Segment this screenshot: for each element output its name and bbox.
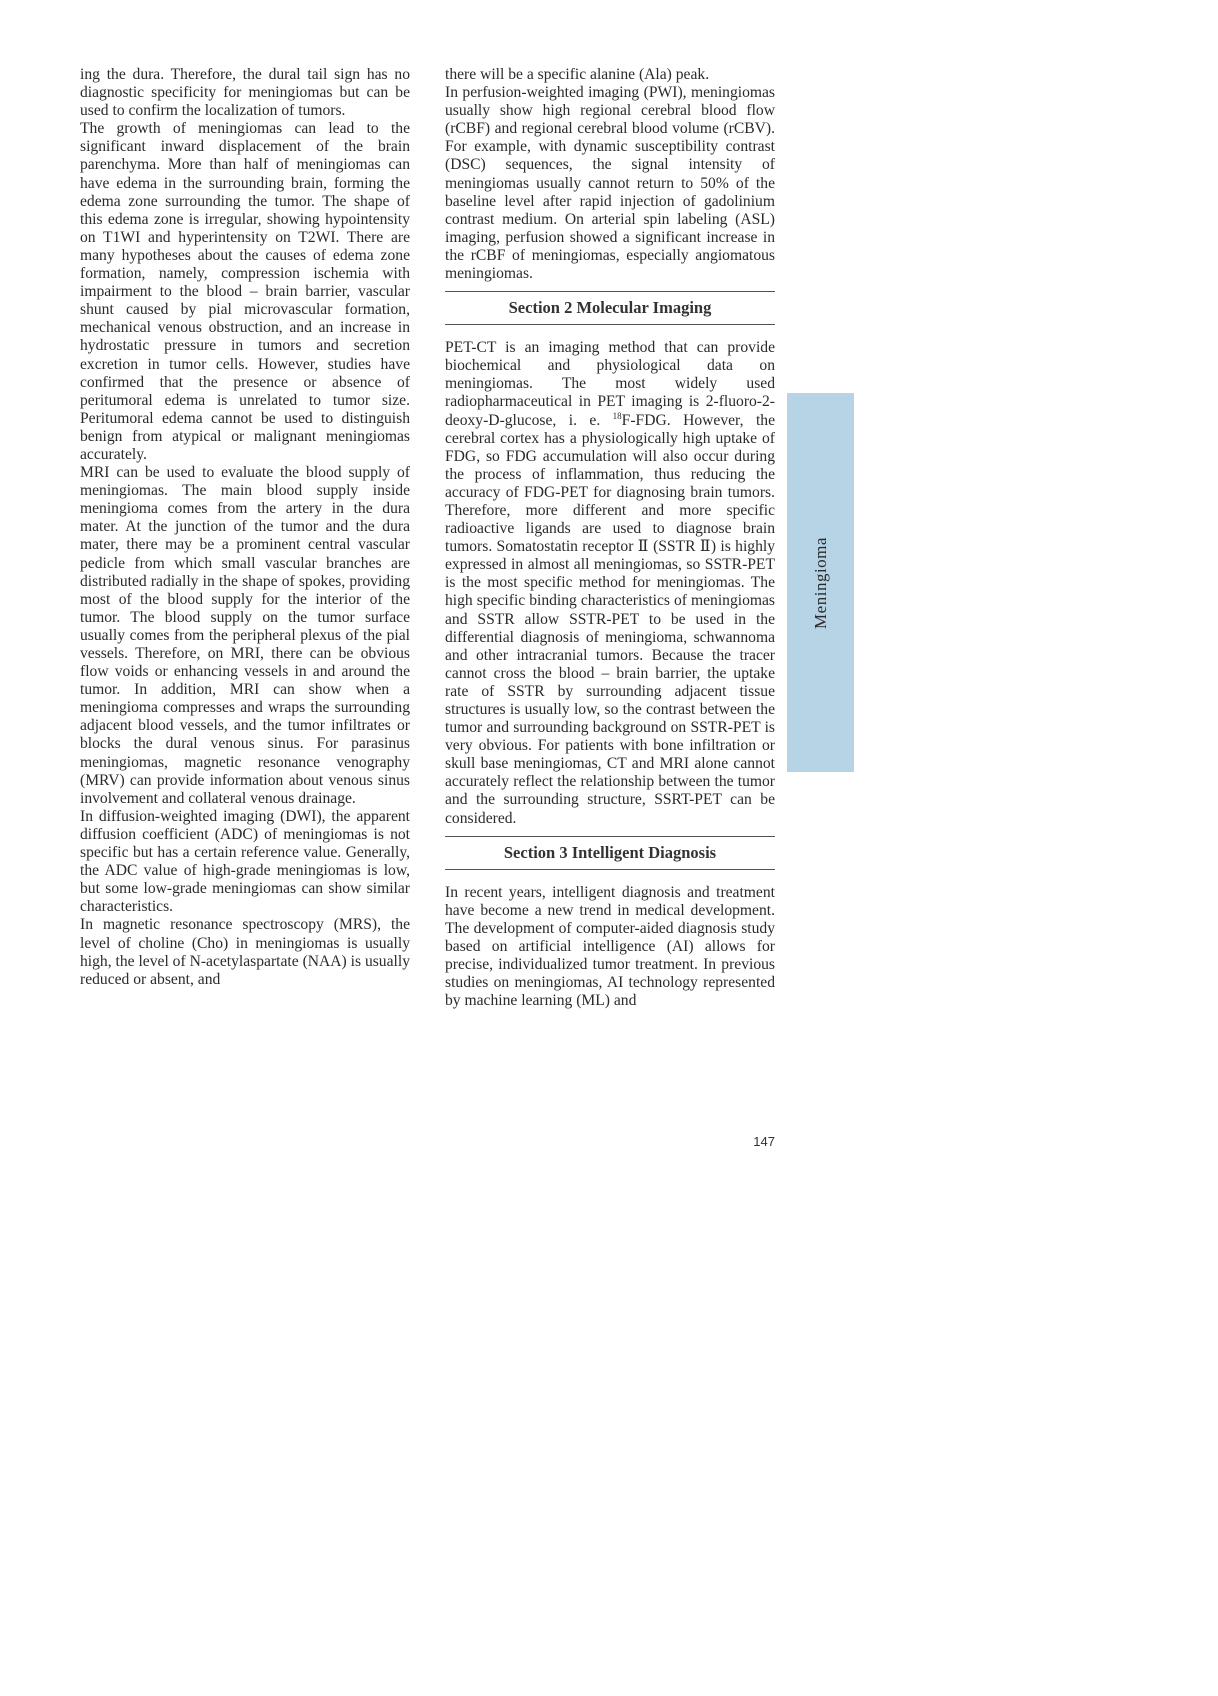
text-segment: PET-CT is an imaging method that can provide biochemical and physiological data on meningiomas. The most widely used radiopharmaceutical in PET imaging is 2-fluoro-2-deoxy-D-glucose, i. e. bbox=[445, 339, 775, 429]
right-column bbox=[445, 66, 775, 1010]
chapter-side-tab bbox=[787, 393, 854, 772]
paragraph: ing the dura. Therefore, the dural tail sign has no diagnostic specificity for meningiomas but can be used to confirm the localization of tumors. bbox=[80, 66, 410, 120]
page-number: 147 bbox=[753, 1134, 775, 1149]
text-segment: F-FDG. However, the cerebral cortex has a physiologically high uptake of FDG, so FDG accumulation will also occur during the process of inflammation, thus reducing the accuracy of FDG-PET for diagnosing brain tumors. Therefore, more different and more specific radioactive ligands are used to diagnose brain tumors. Somatostatin receptor Ⅱ (SSTR Ⅱ) is highly expressed in almost all meningiomas, so SSTR-PET is the most specific method for meningiomas. The high specific binding characteristics of meningiomas and SSTR allow SSTR-PET to be used in the differential diagnosis of meningioma, schwannoma and other intracranial tumors. Because the tracer cannot cross the blood – brain barrier, the uptake rate of SSTR by surrounding adjacent tissue structures is usually low, so the contrast between the tumor and surrounding background on SSTR-PET is very obvious. For patients with bone infiltration or skull base meningiomas, CT and MRI alone cannot accurately reflect the relationship between the tumor and the surrounding structure, SSRT-PET can be considered. bbox=[445, 411, 775, 827]
paragraph: MRI can be used to evaluate the blood supply of meningiomas. The main blood supply inside meningioma comes from the artery in the dura mater. At the junction of the tumor and the dura mater, there may be a prominent central vascular pedicle from which small vascular branches are distributed radially in the shape of spokes, providing most of the blood supply for the interior of the tumor. The blood supply on the tumor surface usually comes from the peripheral plexus of the pial vessels. Therefore, on MRI, there can be obvious flow voids or enhancing vessels in and around the tumor. In addition, MRI can show when a meningioma compresses and wraps the surrounding adjacent blood vessels, and the tumor infiltrates or blocks the dural venous sinus. For parasinus meningiomas, magnetic resonance venography (MRV) can provide information about venous sinus involvement and collateral venous drainage. bbox=[80, 464, 410, 807]
paragraph: there will be a specific alanine (Ala) peak. bbox=[445, 66, 710, 83]
section-heading-intelligent-diagnosis: Section 3 Intelligent Diagnosis bbox=[445, 836, 775, 870]
paragraph bbox=[445, 339, 775, 828]
section-heading-molecular-imaging: Section 2 Molecular Imaging bbox=[445, 291, 775, 325]
side-tab-label: Meningioma bbox=[810, 536, 830, 629]
paragraph: In recent years, intelligent diagnosis and treatment have become a new trend in medical development. The development of computer-aided diagnosis study based on artificial intelligence (AI) allows for precise, individualized tumor treatment. In previous studies on meningiomas, AI technology represented by machine learning (ML) and bbox=[445, 883, 775, 1010]
paragraph: In diffusion-weighted imaging (DWI), the apparent diffusion coefficient (ADC) of meningiomas is not specific but has a certain reference value. Generally, the ADC value of high-grade meningiomas is low, but some low-grade meningiomas can show similar characteristics. bbox=[80, 807, 410, 916]
paragraph: The growth of meningiomas can lead to the significant inward displacement of the brain parenchyma. More than half of meningiomas can have edema in the surrounding brain, forming the edema zone surrounding the tumor. The shape of this edema zone is irregular, showing hypointensity on T1WI and hyperintensity on T2WI. There are many hypotheses about the causes of edema zone formation, namely, compression ischemia with impairment to the blood – brain barrier, vascular shunt caused by pial microvascular formation, mechanical venous obstruction, and an increase in hydrostatic pressure in tumors and secretion excretion in tumor cells. However, studies have confirmed that the presence or absence of peritumoral edema is unrelated to tumor size. Peritumoral edema cannot be used to distinguish benign from atypical or malignant meningiomas accurately. bbox=[80, 120, 410, 463]
paragraph: In perfusion-weighted imaging (PWI), meningiomas usually show high regional cerebral blood flow (rCBF) and regional cerebral blood volume (rCBV). For example, with dynamic susceptibility contrast (DSC) sequences, the signal intensity of meningiomas usually cannot return to 50% of the baseline level after rapid injection of gadolinium contrast medium. On arterial spin labeling (ASL) imaging, perfusion showed a significant increase in the rCBF of meningiomas, especially angiomatous meningiomas. bbox=[445, 84, 775, 283]
paragraph: In magnetic resonance spectroscopy (MRS), the level of choline (Cho) in meningiomas is usually high, the level of N-acetylaspartate (NAA) is usually reduced or absent, and bbox=[80, 916, 410, 988]
left-column bbox=[80, 66, 410, 989]
superscript: 18 bbox=[612, 410, 622, 421]
